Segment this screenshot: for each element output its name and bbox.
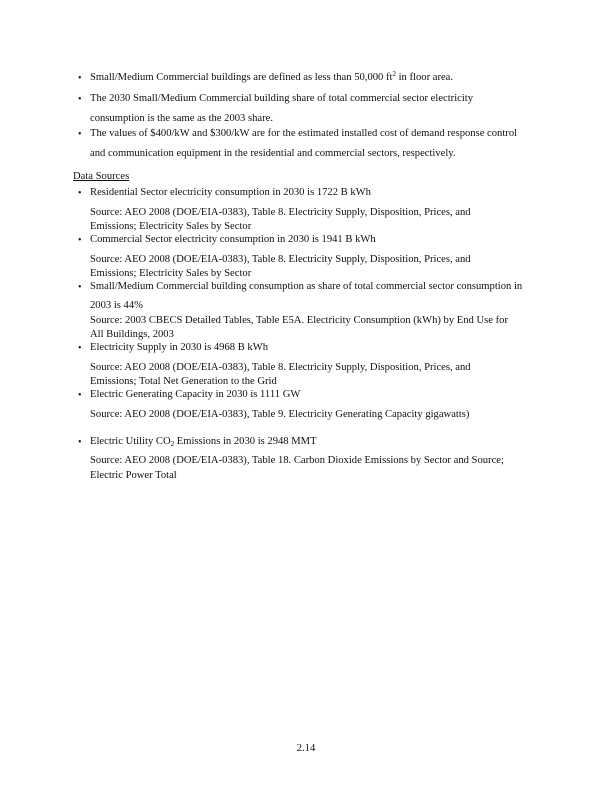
text-line bbox=[90, 408, 469, 422]
bullet-icon: • bbox=[78, 129, 82, 140]
text-line bbox=[90, 267, 251, 281]
text-segment: Electric Generating Capacity in 2030 is 1111 GW bbox=[90, 389, 301, 400]
text-segment: Emissions; Electricity Sales by Sector bbox=[90, 268, 252, 279]
text-line bbox=[90, 375, 277, 389]
bullet-icon: • bbox=[78, 282, 82, 293]
text-segment: Source: AEO 2008 (DOE/EIA-0383), Table 9. Electricity Generating Capacity gigawatts) bbox=[90, 409, 470, 420]
text-segment: Source: AEO 2008 (DOE/EIA-0383), Table 18. Carbon Dioxide Emissions by Sector and Source; bbox=[90, 455, 504, 466]
text-line bbox=[90, 206, 471, 220]
text-segment: and communication equipment in the residential and commercial sectors, respectively. bbox=[90, 148, 456, 159]
text-segment: Electricity Supply in 2030 is 4968 B kWh bbox=[90, 342, 269, 353]
text-line bbox=[90, 92, 473, 106]
text-line bbox=[90, 71, 453, 85]
text-segment: Small/Medium Commercial buildings are defined as less than 50,000 ft bbox=[90, 72, 393, 83]
text-segment: in floor area. bbox=[395, 72, 454, 83]
text-segment: The values of $400/kW and $300/kW are for the estimated installed cost of demand response control bbox=[90, 128, 518, 139]
text-segment: Emissions; Total Net Generation to the Grid bbox=[90, 376, 277, 387]
bullet-icon: • bbox=[78, 235, 82, 246]
text-segment: All Buildings, 2003 bbox=[90, 329, 174, 340]
text-line bbox=[90, 147, 456, 161]
text-segment: Electric Utility CO bbox=[90, 436, 171, 447]
bullet-icon: • bbox=[78, 343, 82, 354]
text-line bbox=[90, 299, 143, 313]
text-segment: 2003 is 44% bbox=[90, 300, 143, 311]
text-line bbox=[90, 127, 517, 141]
text-line bbox=[90, 280, 522, 294]
text-line bbox=[90, 314, 508, 328]
text-segment: consumption is the same as the 2003 share. bbox=[90, 113, 274, 124]
text-segment: Source: AEO 2008 (DOE/EIA-0383), Table 8. Electricity Supply, Disposition, Prices, and bbox=[90, 207, 471, 218]
bullet-icon: • bbox=[78, 73, 82, 84]
text-segment: Residential Sector electricity consumption in 2030 is 1722 B kWh bbox=[90, 187, 371, 198]
text-segment: Emissions in 2030 is 2948 MMT bbox=[174, 436, 317, 447]
text-line bbox=[90, 361, 471, 375]
text-line bbox=[90, 388, 300, 402]
text-line bbox=[90, 435, 317, 449]
text-line bbox=[90, 454, 504, 468]
text-segment: Commercial Sector electricity consumption in 2030 is 1941 B kWh bbox=[90, 234, 376, 245]
text-segment: Electric Power Total bbox=[90, 470, 177, 481]
bullet-icon: • bbox=[78, 94, 82, 105]
text-line bbox=[90, 328, 174, 342]
bullet-icon: • bbox=[78, 437, 82, 448]
text-segment: Emissions; Electricity Sales by Sector bbox=[90, 221, 252, 232]
data-sources-heading: Data Sources bbox=[73, 171, 130, 182]
text-segment: The 2030 Small/Medium Commercial building share of total commercial sector electricity bbox=[90, 93, 474, 104]
text-line bbox=[90, 112, 273, 126]
text-segment: Source: 2003 CBECS Detailed Tables, Table E5A. Electricity Consumption (kWh) by End Use for bbox=[90, 315, 508, 326]
bullet-icon: • bbox=[78, 390, 82, 401]
bullet-icon: • bbox=[78, 188, 82, 199]
superscript: 2 bbox=[392, 70, 396, 78]
text-line bbox=[90, 186, 371, 200]
text-segment: Source: AEO 2008 (DOE/EIA-0383), Table 8. Electricity Supply, Disposition, Prices, and bbox=[90, 254, 471, 265]
page-number: 2.14 bbox=[296, 743, 316, 754]
text-segment: Source: AEO 2008 (DOE/EIA-0383), Table 8. Electricity Supply, Disposition, Prices, and bbox=[90, 362, 471, 373]
text-line bbox=[90, 233, 376, 247]
text-segment: Small/Medium Commercial building consumption as share of total commercial sector consumption in bbox=[90, 281, 523, 292]
text-line bbox=[90, 341, 268, 355]
text-line bbox=[90, 220, 251, 234]
text-line bbox=[90, 253, 471, 267]
subscript: 2 bbox=[170, 440, 175, 448]
text-line bbox=[90, 469, 177, 483]
